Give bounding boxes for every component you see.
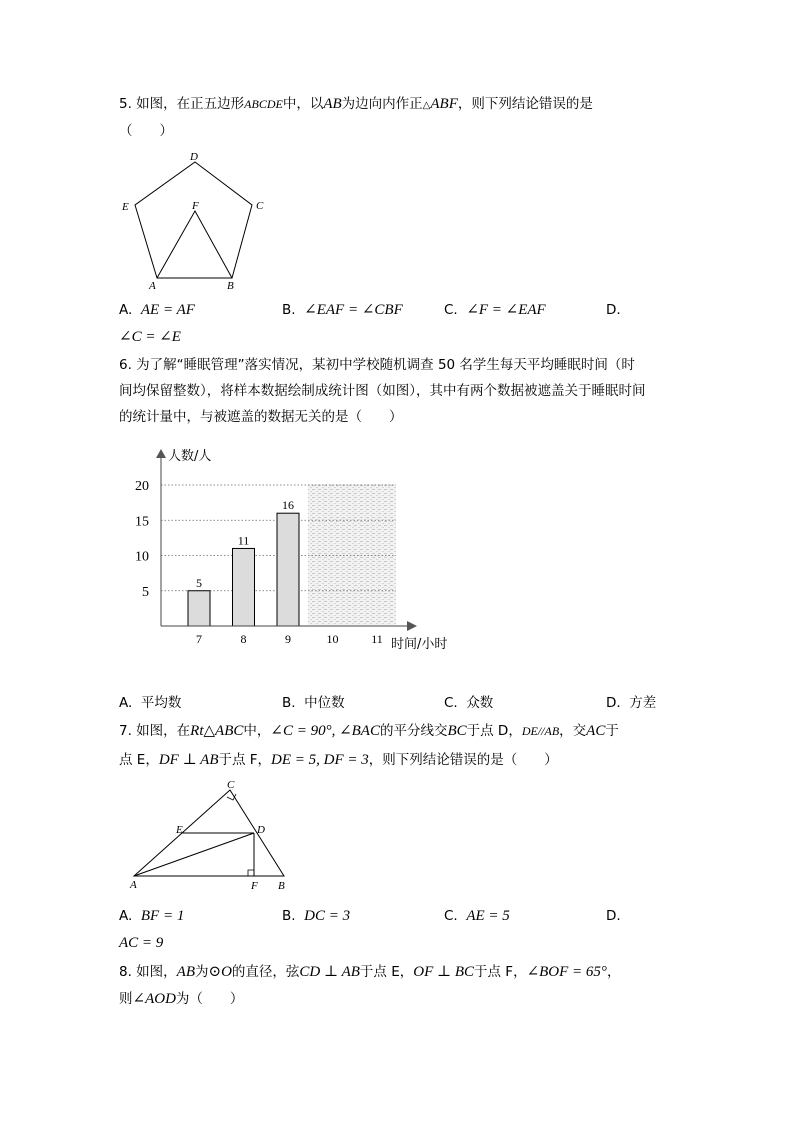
q5-option-c-text: ∠F = ∠EAF (466, 302, 546, 318)
q5-option-c[interactable]: C. ∠F = ∠EAF (444, 302, 546, 318)
q6-option-c[interactable]: C. 众数 (444, 695, 494, 711)
covered-data-region (308, 484, 396, 625)
q7-option-b-text: DC = 3 (304, 908, 351, 924)
q5-option-d-text: ∠C = ∠E (119, 329, 181, 345)
vertex-label-e: E (122, 201, 129, 213)
data-label-9: 16 (282, 498, 294, 513)
q5-stem-text: ，则下列结论错误的是 (457, 96, 593, 112)
q6-stem-line2: 间均保留整数），将样本数据绘制成统计图（如图），其中有两个数据被遮盖关于睡眠时间 (119, 383, 646, 399)
q6-option-b-text: 中位数 (304, 695, 345, 711)
y-tick-10: 10 (135, 549, 149, 565)
q7-angle-expr: ∠C = 90°, ∠BAC (270, 723, 380, 739)
x-axis-arrow (407, 621, 417, 631)
vertex-label-a: A (130, 879, 137, 891)
x-tick-7: 7 (196, 632, 202, 646)
q7-length-expr: DE = 5, DF = 3 (271, 752, 369, 768)
vertex-label-f: F (192, 200, 199, 212)
y-tick-labels (135, 479, 149, 600)
right-angle-mark-c (227, 794, 236, 800)
q5-option-a-text: AE = AF (140, 302, 195, 318)
bar-7 (188, 591, 210, 626)
vertex-label-f: F (251, 880, 258, 892)
q8-circle-o: ⊙O (208, 964, 232, 980)
q6-option-a[interactable]: A. 平均数 (119, 695, 182, 711)
q7-option-b[interactable]: B. DC = 3 (282, 908, 351, 924)
q5-option-d[interactable]: D. (606, 302, 621, 318)
x-tick-11: 11 (371, 632, 383, 646)
q7-stem-line1: 7. 如图，在Rt△ABC中，∠C = 90°, ∠BAC的平分线交BC于点 D，DE//AB，交AC于 (119, 723, 619, 739)
q7-option-a[interactable]: A. BF = 1 (119, 908, 185, 924)
q8-stem-line2: 则∠AOD为（ ） (119, 991, 244, 1007)
x-tick-9: 9 (285, 632, 291, 646)
q8-perp-of-bc: OF ⊥ BC (413, 964, 475, 980)
q7-option-c[interactable]: C. AE = 5 (444, 908, 510, 924)
vertex-label-c: C (227, 780, 235, 791)
vertex-label-b: B (278, 880, 285, 892)
q5-option-b-text: ∠EAF = ∠CBF (304, 302, 403, 318)
y-tick-15: 15 (135, 514, 149, 530)
vertex-label-c: C (256, 200, 264, 212)
q5-option-b[interactable]: B. ∠EAF = ∠CBF (282, 302, 403, 318)
y-axis-label: 人数/人 (168, 449, 212, 464)
y-axis-arrow (156, 449, 166, 458)
q5-stem-text: 5. 如图，在正五边形 (119, 96, 245, 112)
q6-option-d[interactable]: D. 方差 (606, 695, 657, 711)
data-label-7: 5 (196, 575, 202, 590)
bisector-ad (134, 833, 254, 876)
q6-option-c-text: 众数 (466, 695, 494, 711)
q6-bar-chart (120, 440, 470, 665)
q6-option-a-text: 平均数 (140, 695, 182, 711)
q5-stem-text: 为边向内作正 (341, 96, 423, 112)
vertex-label-d: D (190, 151, 198, 163)
q7-option-d[interactable]: D. (606, 908, 621, 924)
y-tick-20: 20 (135, 479, 149, 494)
q6-option-b[interactable]: B. 中位数 (282, 695, 345, 711)
vertex-label-e: E (176, 824, 183, 836)
q7-option-c-text: AE = 5 (466, 908, 510, 924)
vertex-label-a: A (149, 280, 156, 292)
q5-stem-text: 中，以 (282, 96, 324, 112)
q8-stem-line1: 8. 如图，AB为⊙O的直径，弦CD ⊥ AB于点 E，OF ⊥ BC于点 F，∠BOF = 65°， (119, 964, 621, 980)
data-label-8: 11 (237, 533, 250, 548)
q7-option-a-text: BF = 1 (140, 908, 185, 924)
q7-parallel-expr: DE//AB (521, 724, 560, 738)
x-tick-10: 10 (326, 632, 339, 646)
right-angle-mark-f (248, 870, 254, 876)
vertex-label-d: D (257, 824, 265, 836)
q6-stem-line1: 6. 为了解“睡眠管理”落实情况，某初中学校随机调查 50 名学生每天平均睡眠时间（时 (119, 357, 635, 373)
q7-option-d-text: AC = 9 (119, 935, 164, 951)
bar-9 (277, 513, 299, 626)
bar-8 (233, 548, 255, 626)
triangle-abf (157, 211, 232, 278)
x-tick-8: 8 (240, 632, 247, 646)
q5-triangle-name: ABF (430, 96, 458, 112)
chart-bars (188, 498, 299, 626)
q5-pentagon-name: ABCDE (244, 97, 283, 111)
vertex-label-b: B (227, 280, 234, 292)
q6-option-d-text: 方差 (629, 695, 657, 711)
pentagon-abcde (135, 162, 252, 278)
y-tick-5: 5 (142, 584, 149, 600)
q5-pentagon-figure (114, 145, 274, 293)
x-tick-labels (196, 632, 383, 646)
x-axis-label: 时间/小时 (391, 637, 448, 652)
q8-angle-aod: ∠AOD (132, 991, 176, 1007)
q6-stem-line3: 的统计量中，与被遮盖的数据无关的是（ ） (119, 409, 403, 425)
q7-perp-expr: DF ⊥ AB (158, 752, 219, 768)
q5-side-ab: AB (323, 96, 342, 112)
q5-option-a[interactable]: A. AE = AF (119, 302, 195, 318)
q7-rt-triangle: Rt△ABC (190, 723, 244, 739)
q8-perp-cd-ab: CD ⊥ AB (299, 964, 360, 980)
q5-answer-paren: （ ） (119, 123, 173, 139)
q8-angle-bof: ∠BOF = 65° (526, 964, 607, 980)
q5-triangle-symbol: △ (422, 100, 431, 111)
q5-stem-line1 (119, 94, 593, 116)
q7-triangle-figure (124, 780, 299, 895)
q7-stem-line2: 点 E，DF ⊥ AB于点 F，DE = 5, DF = 3，则下列结论错误的是（ ） (119, 752, 558, 768)
